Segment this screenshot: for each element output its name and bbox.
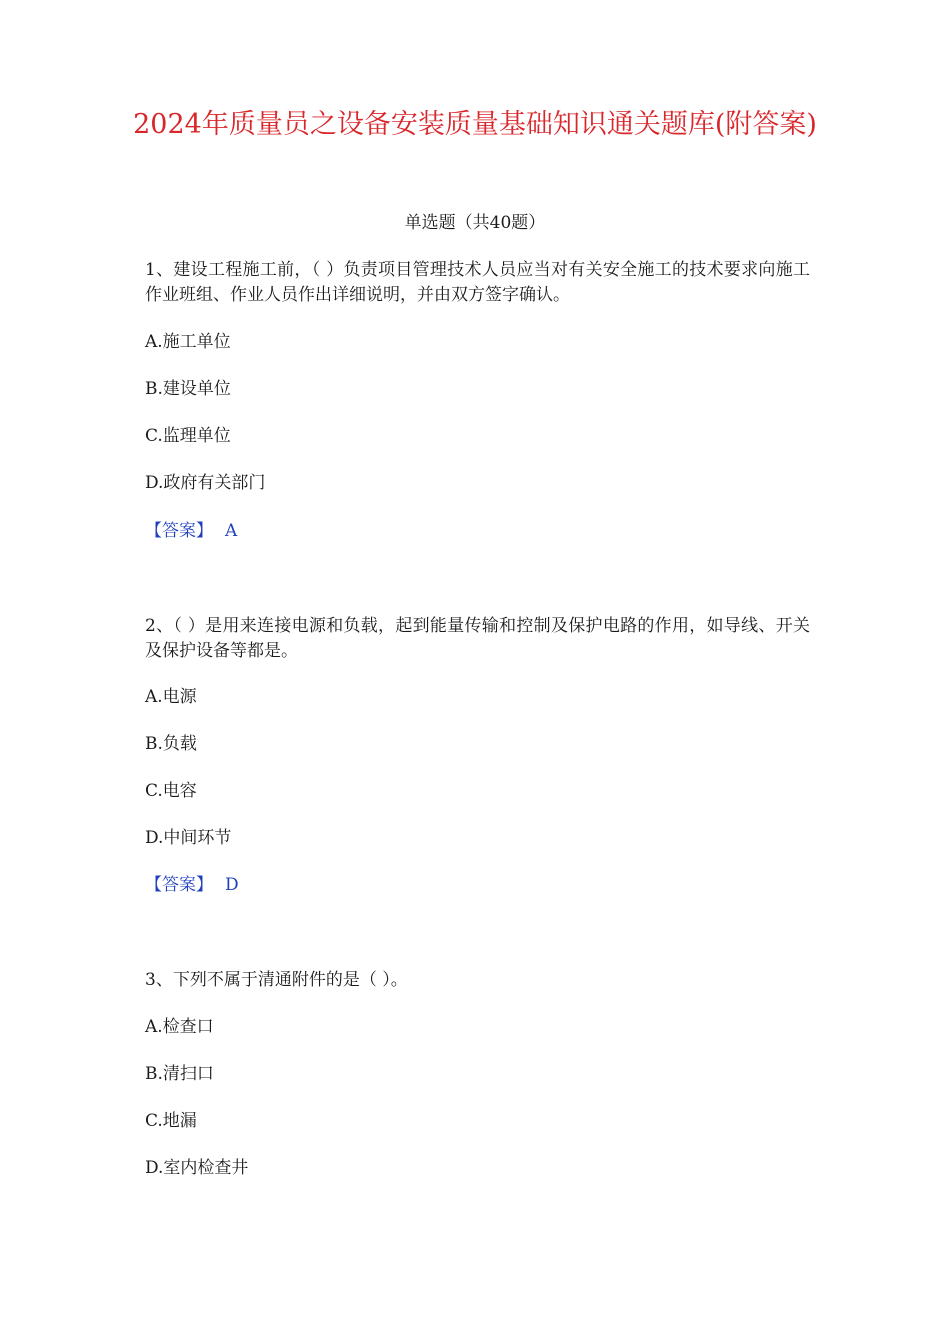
question-3-option-b: B.清扫口 (145, 1064, 214, 1084)
document-title: 2024年质量员之设备安装质量基础知识通关题库(附答案) (133, 109, 817, 140)
answer-value: A (225, 521, 238, 541)
question-3-text: 3、下列不属于清通附件的是（ ）。 (145, 970, 408, 990)
question-2-answer (145, 873, 810, 898)
question-2-option-d: D.中间环节 (145, 828, 232, 848)
answer-label: 【答案】 (145, 521, 213, 541)
answer-label: 【答案】 (145, 875, 213, 895)
question-2-option-a: A.电源 (145, 687, 197, 707)
question-3-option-a: A.检查口 (145, 1017, 214, 1037)
section-heading: 单选题（共40题） (404, 213, 546, 233)
question-1-answer (145, 519, 810, 544)
question-2-text: 2、（ ）是用来连接电源和负载，起到能量传输和控制及保护电路的作用，如导线、开关及保护设备等都是。 (145, 616, 810, 661)
question-1-option-c: C.监理单位 (145, 426, 231, 446)
question-1-text: 1、建设工程施工前，（ ）负责项目管理技术人员应当对有关安全施工的技术要求向施工作业班组、作业人员作出详细说明，并由双方签字确认。 (145, 260, 810, 305)
answer-value: D (225, 875, 239, 895)
question-1-option-b: B.建设单位 (145, 379, 231, 399)
question-2-option-b: B.负载 (145, 734, 197, 754)
question-2-option-c: C.电容 (145, 781, 197, 801)
question-3-option-c: C.地漏 (145, 1111, 197, 1131)
question-1-option-a: A.施工单位 (145, 332, 231, 352)
question-3-option-d: D.室内检查井 (145, 1158, 249, 1178)
question-1-option-d: D.政府有关部门 (145, 473, 266, 493)
